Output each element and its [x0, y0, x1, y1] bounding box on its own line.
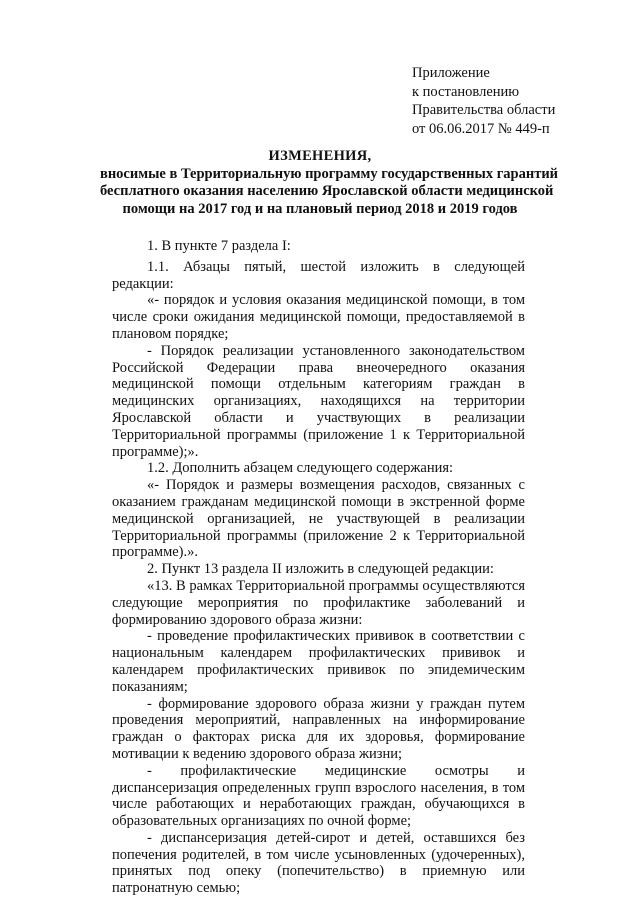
appendix-reference	[412, 64, 555, 138]
document-body	[112, 238, 525, 897]
paragraph: «13. В рамках Территориальной программы осуществляются следующие мероприятия по профилактике заболеваний и формированию здорового образа жизни:	[112, 577, 525, 628]
heading-line: бесплатного оказания населению Ярославской области медицинской	[100, 183, 554, 199]
appendix-line: Правительства области	[412, 102, 556, 118]
paragraph: 1.1. Абзацы пятый, шестой изложить в следующей редакции:	[112, 258, 525, 292]
paragraph: «- порядок и условия оказания медицинской помощи, в том числе сроки ожидания медицинской помощи, предоставляемой в плановом порядке;	[112, 292, 525, 342]
paragraph: - профилактические медицинские осмотры и диспансеризация определенных групп взрослого населения, в том числе работающих и неработающих граждан, обучающихся в образовательных организациях по очной форме;	[112, 762, 525, 830]
paragraph: - Порядок реализации установленного законодательством Российской Федерации права внеочередного оказания медицинской помощи отдельным категориям граждан в медицинских организациях, находящихся на территории Ярославской области и участвующих в реализации Территориальной программы (приложение 1 к Территориальной программе);».	[112, 342, 525, 460]
paragraph: 1.2. Дополнить абзацем следующего содержания:	[147, 460, 454, 477]
paragraph: - диспансеризация детей-сирот и детей, оставшихся без попечения родителей, в том числе усыновленных (удочеренных), принятых под опеку (попечительство) в приемную или патронатную семью;	[112, 829, 525, 897]
heading-title: ИЗМЕНЕНИЯ,	[268, 148, 372, 164]
appendix-line: к постановлению	[412, 83, 520, 100]
paragraph: - формирование здорового образа жизни у граждан путем проведения мероприятий, направленных на информирование граждан о факторах риска для их здоровья, формирование мотивации к ведению здорового образа жизни;	[112, 695, 525, 762]
paragraph: «- Порядок и размеры возмещения расходов, связанных с оказанием гражданам медицинской помощи в экстренной форме медицинской организацией, не участвующей в реализации Территориальной программы (приложение 2 к Территориальной программе).».	[112, 477, 525, 561]
paragraph: 2. Пункт 13 раздела II изложить в следующей редакции:	[147, 561, 494, 578]
appendix-line: Приложение	[412, 65, 490, 81]
paragraph: 1. В пункте 7 раздела I:	[147, 238, 291, 254]
appendix-line: от 06.06.2017 № 449-п	[412, 120, 550, 137]
document-heading	[100, 148, 559, 218]
paragraph: - проведение профилактических прививок в соответствии с национальным календарем профилактических прививок и календарем профилактических прививок по эпидемическим показаниям;	[112, 628, 525, 695]
heading-line: помощи на 2017 год и на плановый период 2018 и 2019 годов	[122, 200, 518, 217]
heading-line: вносимые в Территориальную программу государственных гарантий	[100, 165, 559, 182]
